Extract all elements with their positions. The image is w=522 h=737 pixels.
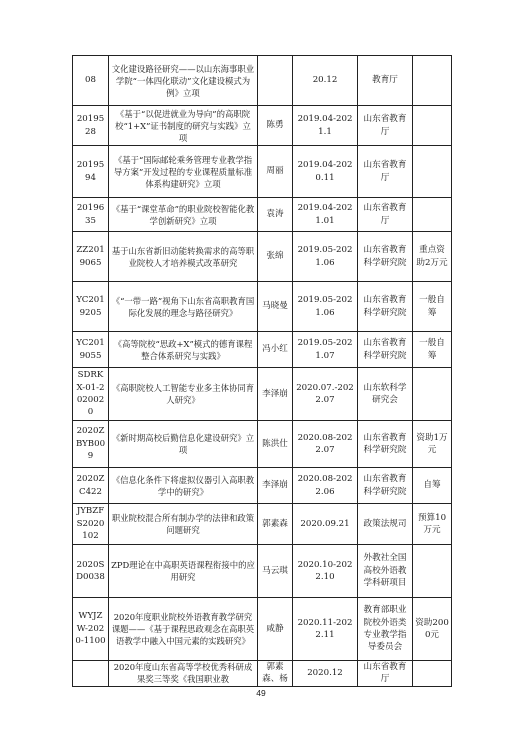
issuing-body-cell: 山东省教育科学研究院 <box>358 332 413 368</box>
project-id-cell: 2020ZC422 <box>73 468 109 504</box>
funding-note-cell: 自筹 <box>413 468 452 504</box>
funding-note-cell <box>413 146 452 198</box>
table-row <box>73 232 452 282</box>
project-title-cell: 职业院校混合所有制办学的法律和政策问题研究 <box>109 504 258 545</box>
project-period-cell: 2020.08-2022.07 <box>293 421 358 468</box>
table-row <box>73 198 452 232</box>
project-period-cell: 2020.08-2022.06 <box>293 468 358 504</box>
project-period-cell: 2020.12 <box>293 661 358 687</box>
project-id-cell: JYBZFS2020102 <box>73 504 109 545</box>
funding-note-cell <box>413 56 452 106</box>
project-period-cell: 2019.05-2021.06 <box>293 282 358 332</box>
project-id-cell: 2020ZBYB009 <box>73 421 109 468</box>
project-period-cell: 2020.10-2022.10 <box>293 545 358 598</box>
project-title-cell: 文化建设路径研究——以山东海事职业学院“一体四化联动”文化建设模式为例》立项 <box>109 56 258 106</box>
table-row <box>73 146 452 198</box>
project-lead-cell: 郭素森、杨 <box>258 661 293 687</box>
project-lead-cell: 马云琪 <box>258 545 293 598</box>
project-id-cell: 2020SD0038 <box>73 545 109 598</box>
project-id-cell: WYJZW-2020-1100 <box>73 598 109 661</box>
project-id-cell <box>73 661 109 687</box>
table-row <box>73 368 452 421</box>
issuing-body-cell: 政策法规司 <box>358 504 413 545</box>
project-period-cell: 2020.09.21 <box>293 504 358 545</box>
project-title-cell: 《高职院校人工智能专业多主体协同育人研究》 <box>109 368 258 421</box>
funding-note-cell: 资助1万元 <box>413 421 452 468</box>
issuing-body-cell: 山东软科学研究会 <box>358 368 413 421</box>
issuing-body-cell: 山东省教育厅 <box>358 198 413 232</box>
project-period-cell: 20.12 <box>293 56 358 106</box>
project-period-cell: 2019.04-2020.11 <box>293 146 358 198</box>
project-period-cell: 2020.07.-2022.07 <box>293 368 358 421</box>
project-id-cell: YC2019205 <box>73 282 109 332</box>
table-row <box>73 332 452 368</box>
issuing-body-cell: 山东省教育厅 <box>358 106 413 146</box>
funding-note-cell: 重点资助2万元 <box>413 232 452 282</box>
project-lead-cell: 陈勇 <box>258 106 293 146</box>
project-lead-cell: 李泽崩 <box>258 368 293 421</box>
project-lead-cell <box>258 56 293 106</box>
issuing-body-cell: 山东省教育科学研究院 <box>358 232 413 282</box>
project-title-cell: 《“一带一路”视角下山东省高职教育国际化发展的理念与路径研究》 <box>109 282 258 332</box>
funding-note-cell <box>413 545 452 598</box>
funding-note-cell <box>413 198 452 232</box>
project-id-cell: ZZ2019065 <box>73 232 109 282</box>
table-row <box>73 282 452 332</box>
funding-note-cell: 资助2000元 <box>413 598 452 661</box>
project-period-cell: 2019.05-2021.07 <box>293 332 358 368</box>
table-row <box>73 598 452 661</box>
funding-note-cell: 一般自筹 <box>413 282 452 332</box>
funding-note-cell <box>413 661 452 687</box>
funding-note-cell: 预算10万元 <box>413 504 452 545</box>
project-title-cell: 《基于“国际邮轮乘务管理专业教学指导方案”开发过程的专业课程质量标准体系构建研究》立项 <box>109 146 258 198</box>
project-lead-cell: 张绵 <box>258 232 293 282</box>
project-id-cell: 2019528 <box>73 106 109 146</box>
project-id-cell: 2019594 <box>73 146 109 198</box>
project-title-cell: 《新时期高校后勤信息化建设研究》立项 <box>109 421 258 468</box>
project-id-cell: 08 <box>73 56 109 106</box>
project-id-cell: 2019635 <box>73 198 109 232</box>
table-row <box>73 545 452 598</box>
project-period-cell: 2019.04-2021.1 <box>293 106 358 146</box>
issuing-body-cell: 山东省教育科学研究院 <box>358 282 413 332</box>
issuing-body-cell: 山东省教育科学研究院 <box>358 421 413 468</box>
project-lead-cell: 袁涛 <box>258 198 293 232</box>
project-title-cell: 2020年度山东省高等学校优秀科研成果奖三等奖《我国职业教 <box>109 661 258 687</box>
project-id-cell: SDRKX-01-2020020 <box>73 368 109 421</box>
table-row <box>73 661 452 687</box>
project-lead-cell: 周丽 <box>258 146 293 198</box>
table-row <box>73 56 452 106</box>
table-row <box>73 504 452 545</box>
table-row <box>73 468 452 504</box>
project-period-cell: 2019.04-2021.01 <box>293 198 358 232</box>
project-lead-cell: 冯小红 <box>258 332 293 368</box>
project-title-cell: 基于山东省新旧动能转换需求的高等职业院校人才培养模式改革研究 <box>109 232 258 282</box>
project-title-cell: 《高等院校“思政+X”模式的德育课程整合体系研究与实践》 <box>109 332 258 368</box>
issuing-body-cell: 山东省教育厅 <box>358 661 413 687</box>
page-number: 49 <box>256 688 266 698</box>
project-table <box>72 55 452 687</box>
project-id-cell: YC2019055 <box>73 332 109 368</box>
project-lead-cell: 李泽崩 <box>258 468 293 504</box>
funding-note-cell <box>413 106 452 146</box>
funding-note-cell: 一般自筹 <box>413 332 452 368</box>
project-period-cell: 2019.05-2021.06 <box>293 232 358 282</box>
table-row <box>73 106 452 146</box>
issuing-body-cell: 山东省教育科学研究院 <box>358 468 413 504</box>
issuing-body-cell: 山东省教育厅 <box>358 146 413 198</box>
table-row <box>73 421 452 468</box>
project-lead-cell: 郭素森 <box>258 504 293 545</box>
funding-note-cell <box>413 368 452 421</box>
project-lead-cell: 马晓曼 <box>258 282 293 332</box>
issuing-body-cell: 教育厅 <box>358 56 413 106</box>
project-title-cell: 《基于“以促进就业为导向”的高职院校“1+X”证书制度的研究与实践》立项 <box>109 106 258 146</box>
issuing-body-cell: 外教社全国高校外语教学科研项目 <box>358 545 413 598</box>
project-lead-cell: 陈洪仕 <box>258 421 293 468</box>
project-title-cell: ZPD理论在中高职英语课程衔接中的应用研究 <box>109 545 258 598</box>
project-title-cell: 2020年度职业院校外语教育教学研究课题——《基于课程思政观念在高职英语教学中融入中国元素的实践研究》 <box>109 598 258 661</box>
project-title-cell: 《基于“课堂革命”的职业院校智能化教学创新研究》立项 <box>109 198 258 232</box>
project-period-cell: 2020.11-2022.11 <box>293 598 358 661</box>
issuing-body-cell: 教育部职业院校外语类专业教学指导委员会 <box>358 598 413 661</box>
project-lead-cell: 咸静 <box>258 598 293 661</box>
project-title-cell: 《信息化条件下将虚拟仪器引入高职教学中的研究》 <box>109 468 258 504</box>
